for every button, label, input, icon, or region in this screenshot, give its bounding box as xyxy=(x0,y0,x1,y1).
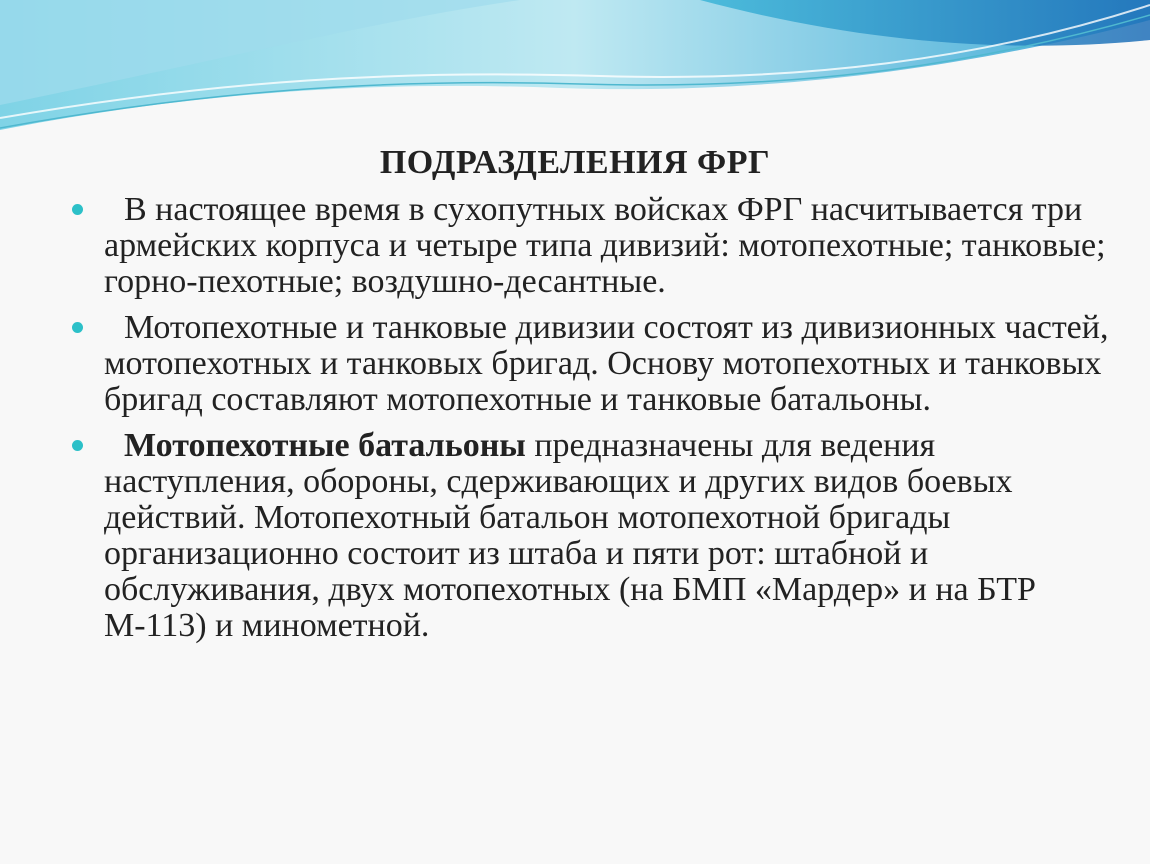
bullet-text: Мотопехотные и танковые дивизии состоят из дивизионных частей, мотопехотных и танковых бригад. Основу мотопехотных и танковых бригад составляют мотопехотные и танковые батальоны. xyxy=(104,309,1109,418)
bullet-dot-icon xyxy=(72,204,83,215)
header-wave-decoration xyxy=(0,0,1150,140)
bullet-text: предназначены для ведения наступления, обороны, сдерживающих и других видов боевых действий. Мотопехотный батальон мотопехотной бригады организационно состоит из штаба и пяти рот: штабной и обслуживания, двух мотопехотных (на БМП «Мардер» и на БТР М-113) и минометной. xyxy=(104,427,1036,644)
bullet-dot-icon xyxy=(72,322,83,333)
bullet-item xyxy=(70,310,1110,418)
bullet-list xyxy=(70,192,1110,654)
bullet-dot-icon xyxy=(72,440,83,451)
bullet-text: В настоящее время в сухопутных войсках ФРГ насчитывается три армейских корпуса и четыре типа дивизий: мотопехотные; танковые; горно-пехотные; воздушно-десантные. xyxy=(104,191,1106,300)
bullet-bold-lead: Мотопехотные батальоны xyxy=(124,427,526,464)
slide-title: ПОДРАЗДЕЛЕНИЯ ФРГ xyxy=(379,144,771,181)
bullet-item xyxy=(70,192,1110,300)
bullet-item xyxy=(70,428,1110,644)
